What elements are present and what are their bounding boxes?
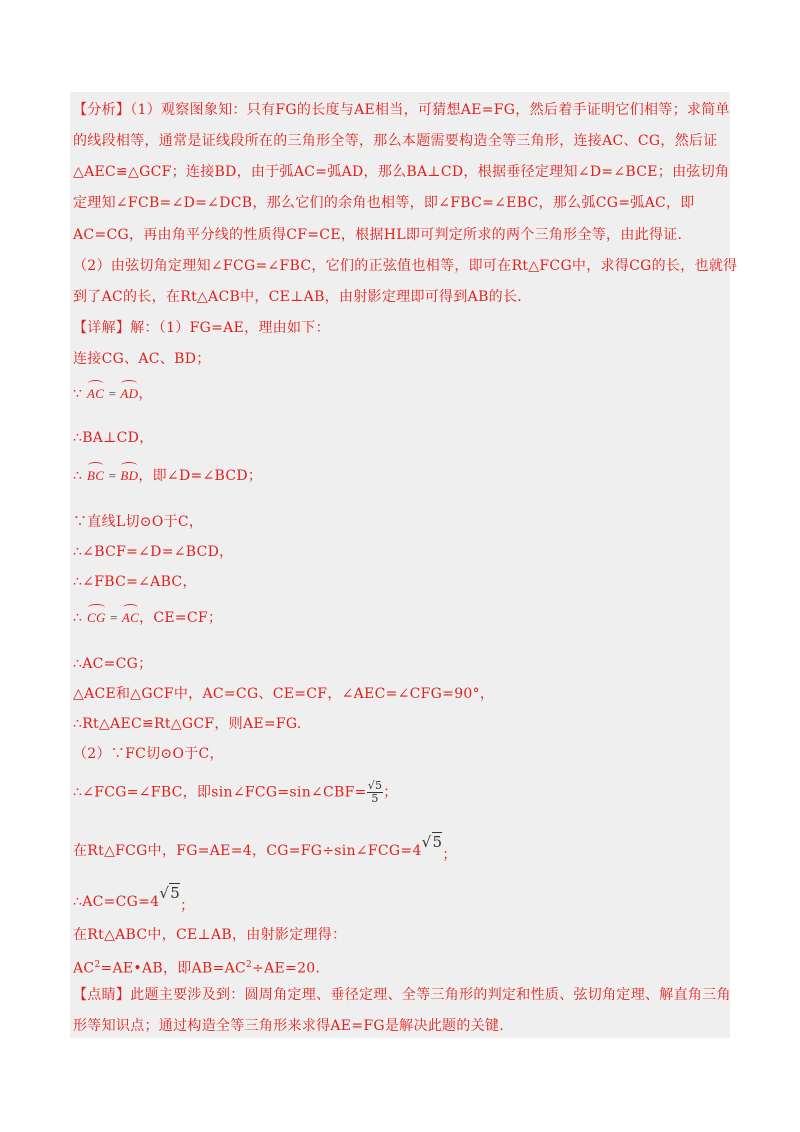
arc-ac: AC bbox=[87, 384, 104, 404]
comment-line-1: 【点睛】此题主要涉及到：圆周角定理、垂径定理、全等三角形的判定和性质、弦切角定理、解直角三角 bbox=[73, 987, 731, 1003]
therefore-symbol: ∴ bbox=[73, 468, 83, 484]
arc-ad: AD bbox=[120, 384, 138, 404]
detail-line-connect: 连接CG、AC、BD； bbox=[73, 351, 211, 367]
analysis-line-3: △AEC≌△GCF；连接BD，由于弧AC=弧AD，那么BA⊥CD，根据垂径定理知∠D=∠BCE；由弦切角 bbox=[73, 164, 730, 180]
step-arc-ac-ad bbox=[73, 384, 153, 404]
sine-text: ∴∠FCG=∠FBC，即sin∠FCG=sin∠CBF= bbox=[73, 784, 367, 801]
part2-projection: 在Rt△ABC中，CE⊥AB，由射影定理得： bbox=[73, 927, 347, 943]
because-symbol: ∵ bbox=[73, 386, 83, 402]
part2-cg-length bbox=[73, 832, 457, 865]
step-congruent: ∴Rt△AEC≌Rt△GCF，则AE=FG. bbox=[73, 716, 302, 732]
part2-tangent: （2）∵FC切⊙O于C， bbox=[73, 746, 224, 762]
detail-heading: 【详解】解：（1）FG=AE，理由如下： bbox=[73, 320, 330, 336]
step-triangles: △ACE和△GCF中，AC=CG、CE=CF，∠AEC=∠CFG=90°， bbox=[73, 686, 495, 702]
step-ac-eq-cg: ∴AC=CG； bbox=[73, 656, 153, 672]
step-angle-bcf: ∴∠BCF=∠D=∠BCD， bbox=[73, 544, 234, 560]
equals-sign: = bbox=[104, 386, 121, 401]
sqrt-5: √5 bbox=[421, 833, 443, 851]
step-suffix: ，CE=CF； bbox=[139, 610, 223, 626]
cg-text: 在Rt△FCG中，FG=AE=4，CG=FG÷sin∠FCG=4 bbox=[73, 843, 422, 859]
arc-bc: BC bbox=[87, 466, 104, 486]
analysis-line-6: （2）由弦切角定理知∠FCG=∠FBC，它们的正弦值也相等，即可在Rt△FCG中，求得CG的长，也就得 bbox=[73, 258, 738, 274]
equals-sign: = bbox=[104, 468, 121, 483]
part2-sine bbox=[73, 780, 398, 805]
equals-sign: = bbox=[105, 610, 122, 625]
ac-text: ∴AC=CG=4 bbox=[73, 894, 160, 910]
step-angle-fbc: ∴∠FBC=∠ABC， bbox=[73, 574, 197, 590]
analysis-line-1: 【分析】（1）观察图象知：只有FG的长度与AE相当，可猜想AE=FG，然后着手证明它们相等；求简单 bbox=[73, 102, 730, 118]
therefore-symbol: ∴ bbox=[73, 610, 83, 626]
analysis-line-7: 到了AC的长，在Rt△ACB中，CE⊥AB，由射影定理即可得到AB的长. bbox=[73, 289, 523, 305]
sqrt-5: √5 bbox=[159, 884, 181, 902]
step-suffix: ； bbox=[442, 847, 457, 863]
fraction-numerator: √5 bbox=[367, 779, 383, 792]
step-arc-cg-ac bbox=[73, 608, 222, 628]
part2-result bbox=[73, 955, 320, 979]
analysis-line-5: AC=CG，再由角平分线的性质得CF=CE，根据HL即可判定所求的两个三角形全等，由此得证. bbox=[73, 227, 683, 243]
fraction-sqrt5-over-5 bbox=[367, 780, 384, 805]
fraction-denominator: 5 bbox=[371, 792, 379, 805]
result-text-b: =AE•AB，即AB=AC bbox=[100, 960, 247, 977]
step-suffix: ， bbox=[138, 386, 153, 402]
part2-ac-length bbox=[73, 883, 194, 916]
step-arc-bc-bd bbox=[73, 466, 262, 486]
step-suffix: ； bbox=[383, 784, 398, 801]
radicand: 5 bbox=[170, 884, 181, 902]
comment-line-2: 形等知识点；通过构造全等三角形来求得AE=FG是解决此题的关键. bbox=[73, 1018, 505, 1034]
step-suffix: ； bbox=[180, 898, 195, 914]
superscript-2: 2 bbox=[94, 960, 101, 970]
step-ba-perp-cd: ∴BA⊥CD， bbox=[73, 430, 154, 446]
result-text-c: ÷AE=20. bbox=[252, 960, 321, 977]
superscript-2: 2 bbox=[246, 960, 253, 970]
analysis-line-2: 的线段相等，通常是证线段所在的三角形全等，那么本题需要构造全等三角形，连接AC、CG，然后证 bbox=[73, 133, 718, 149]
step-suffix: ，即∠D=∠BCD； bbox=[138, 468, 263, 484]
analysis-line-4: 定理知∠FCB=∠D=∠DCB，那么它们的余角也相等，即∠FBC=∠EBC，那么弧CG=弧AC，即 bbox=[73, 195, 695, 211]
arc-ac-2: AC bbox=[122, 608, 139, 628]
step-tangent: ∵直线L切⊙O于C， bbox=[73, 514, 204, 530]
radicand: 5 bbox=[432, 833, 443, 851]
arc-bd: BD bbox=[120, 466, 138, 486]
arc-cg: CG bbox=[87, 608, 106, 628]
result-text-a: AC bbox=[73, 960, 95, 977]
